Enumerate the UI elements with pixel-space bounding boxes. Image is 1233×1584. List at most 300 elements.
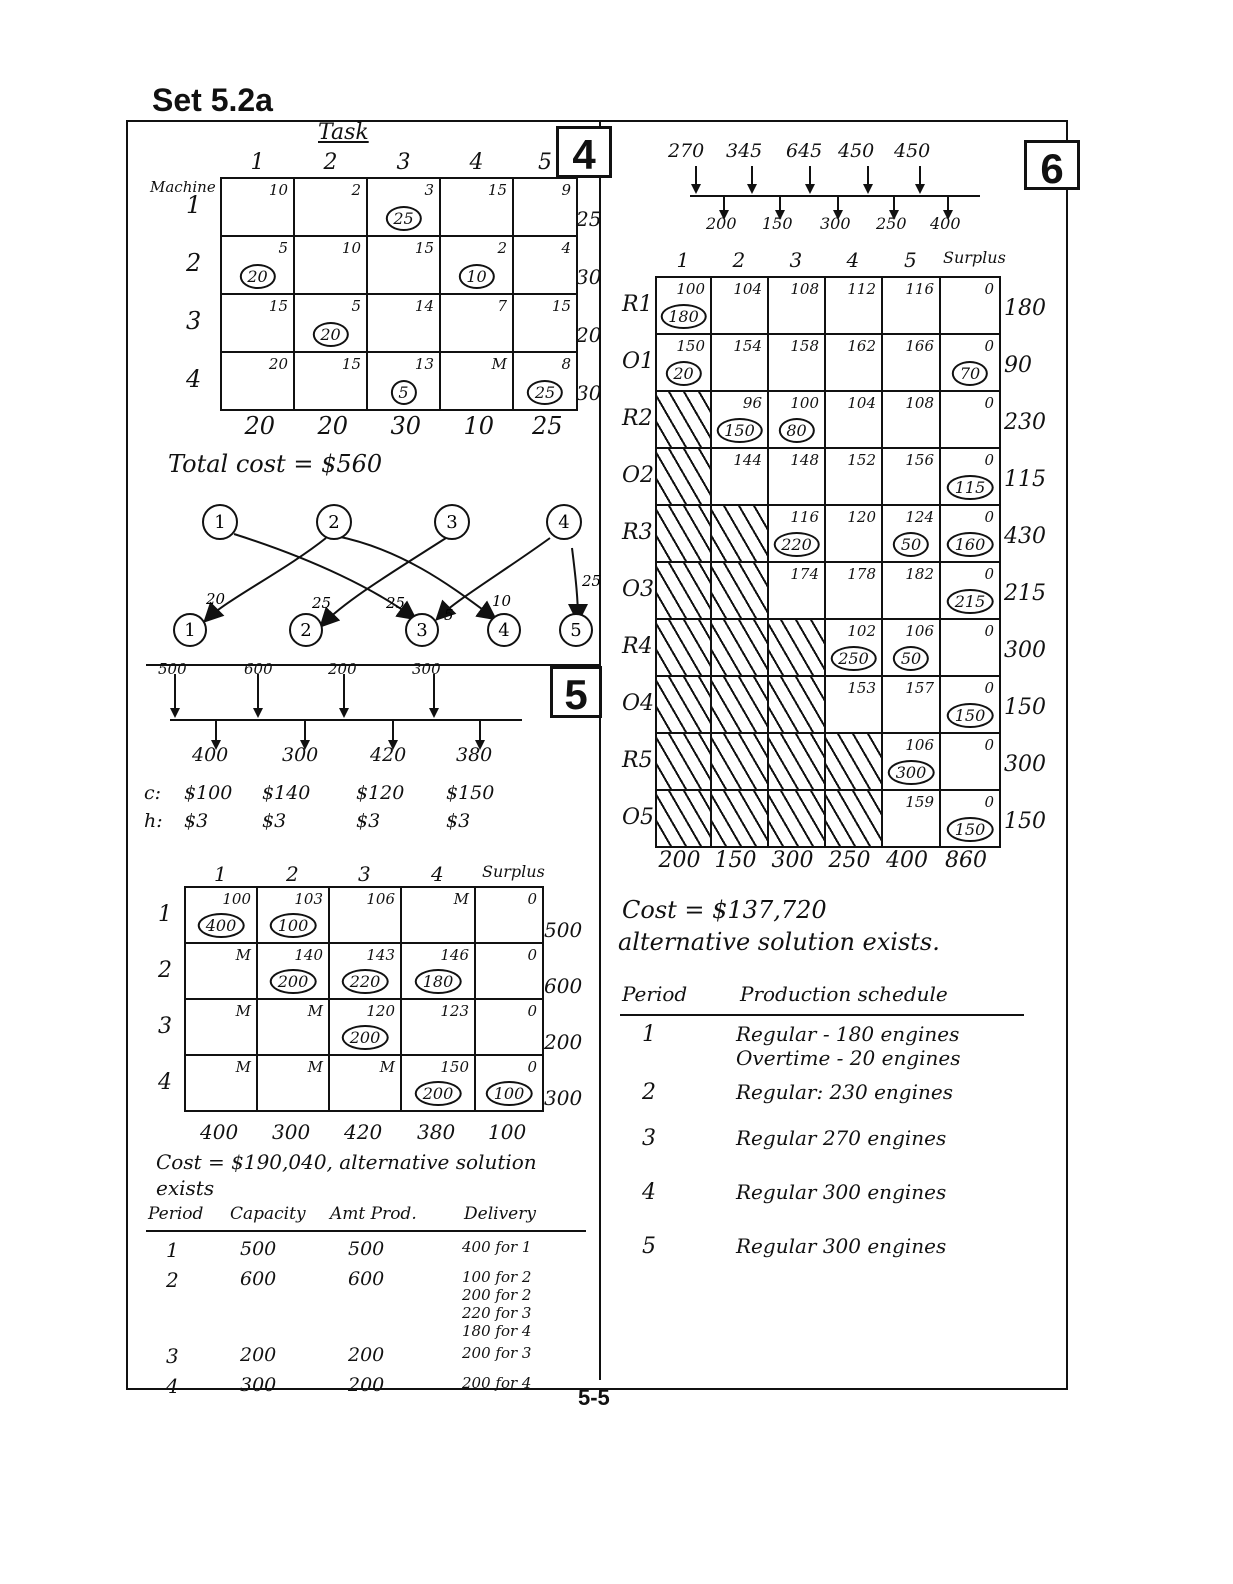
cost-cell bbox=[185, 999, 257, 1055]
row-header: O3 bbox=[622, 577, 655, 602]
allocation-circle: 100 bbox=[270, 913, 317, 938]
table-row bbox=[656, 790, 1000, 847]
schedule-text: Regular 270 engines bbox=[736, 1126, 947, 1150]
supply-value: 500 bbox=[544, 918, 583, 942]
unit-cost: 104 bbox=[847, 394, 876, 412]
cost-cell bbox=[711, 448, 768, 505]
unit-cost: 102 bbox=[847, 622, 876, 640]
demand-value: 150 bbox=[714, 848, 757, 873]
schedule-header: Delivery bbox=[464, 1204, 536, 1224]
node-label: 4 bbox=[498, 620, 510, 641]
supply-value: 215 bbox=[1004, 581, 1046, 606]
cost-cell bbox=[367, 294, 440, 352]
p6-cost: Cost = $137,720 bbox=[622, 896, 827, 924]
unit-cost: 120 bbox=[847, 508, 876, 526]
demand-label: 250 bbox=[876, 214, 907, 233]
cost-cell bbox=[257, 943, 329, 999]
node-label: 4 bbox=[558, 512, 570, 533]
row-header: O2 bbox=[622, 463, 655, 488]
blocked-cell bbox=[656, 448, 711, 505]
problem-4-badge: 4 bbox=[556, 126, 612, 178]
demand-label: 300 bbox=[282, 744, 319, 766]
flow-label: 20 bbox=[206, 590, 226, 608]
schedule-delivery: 220 for 3 bbox=[462, 1304, 532, 1322]
schedule-header: Period bbox=[148, 1204, 204, 1224]
schedule-delivery: 200 for 4 bbox=[462, 1374, 532, 1392]
demand-value: 400 bbox=[886, 848, 928, 873]
allocation-circle: 150 bbox=[947, 817, 994, 842]
schedule-text: Overtime - 20 engines bbox=[736, 1046, 961, 1070]
unit-cost: 108 bbox=[790, 280, 819, 298]
table-row bbox=[656, 619, 1000, 676]
allocation-circle: 300 bbox=[888, 760, 935, 785]
unit-cost: 157 bbox=[905, 679, 934, 697]
cost-cell bbox=[825, 391, 882, 448]
schedule-period: 2 bbox=[642, 1080, 656, 1105]
supply-value: 30 bbox=[576, 381, 602, 405]
unit-cost: 14 bbox=[414, 297, 434, 315]
column-header: 1 bbox=[250, 150, 265, 175]
unit-cost: 140 bbox=[294, 946, 323, 964]
table-row bbox=[656, 277, 1000, 334]
cost-cell bbox=[711, 391, 768, 448]
row-header: 3 bbox=[186, 307, 202, 335]
row-header: 4 bbox=[158, 1070, 172, 1095]
table-row bbox=[656, 334, 1000, 391]
network-arc bbox=[572, 548, 578, 620]
cost-cell bbox=[329, 887, 401, 943]
cost-cell bbox=[440, 178, 513, 236]
unit-cost: 166 bbox=[905, 337, 934, 355]
production-table bbox=[184, 886, 544, 1112]
cost-cell bbox=[513, 178, 577, 236]
column-header: 1 bbox=[214, 862, 227, 886]
supply-value: 150 bbox=[1004, 695, 1046, 720]
p5-cost-line-1: Cost = $190,040, alternative solution bbox=[156, 1150, 537, 1174]
unit-cost: M bbox=[307, 1058, 323, 1076]
supply-value: 180 bbox=[1004, 296, 1046, 321]
allocation-circle: 200 bbox=[415, 1081, 462, 1106]
row-header: O5 bbox=[622, 805, 655, 830]
unit-cost: 96 bbox=[742, 394, 762, 412]
allocation-circle: 100 bbox=[486, 1081, 533, 1106]
schedule-capacity: 600 bbox=[240, 1268, 277, 1290]
demand-value: 380 bbox=[417, 1120, 456, 1144]
allocation-circle: 80 bbox=[778, 418, 814, 443]
table-row bbox=[221, 294, 577, 352]
cost-cell bbox=[185, 943, 257, 999]
supply-value: 300 bbox=[1004, 638, 1046, 663]
unit-cost: 0 bbox=[984, 622, 994, 640]
unit-cost: M bbox=[235, 1002, 251, 1020]
unit-cost-value: $140 bbox=[262, 782, 311, 804]
schedule-rule bbox=[146, 1230, 586, 1232]
allocation-circle: 220 bbox=[342, 969, 389, 994]
cost-cell bbox=[329, 999, 401, 1055]
allocation-circle: 250 bbox=[830, 646, 877, 671]
schedule-period: 1 bbox=[642, 1022, 656, 1047]
unit-cost: 0 bbox=[984, 508, 994, 526]
unit-cost: 106 bbox=[905, 622, 934, 640]
supply-label: 345 bbox=[726, 140, 763, 162]
unit-cost: 162 bbox=[847, 337, 876, 355]
allocation-circle: 160 bbox=[947, 532, 994, 557]
unit-cost: M bbox=[379, 1058, 395, 1076]
demand-value: 250 bbox=[828, 848, 871, 873]
demand-value: 200 bbox=[658, 848, 701, 873]
demand-value: 300 bbox=[272, 1120, 311, 1144]
cost-cell bbox=[221, 352, 294, 410]
cost-cell bbox=[221, 236, 294, 294]
cost-cell bbox=[940, 391, 1000, 448]
schedule-text: Regular - 180 engines bbox=[736, 1022, 960, 1046]
unit-cost: 15 bbox=[551, 297, 571, 315]
column-header: Surplus bbox=[943, 248, 1006, 267]
schedule-period: 3 bbox=[166, 1344, 179, 1368]
cost-cell bbox=[940, 733, 1000, 790]
cost-cell bbox=[711, 334, 768, 391]
cost-cell bbox=[882, 334, 940, 391]
unit-cost: 0 bbox=[527, 890, 537, 908]
cost-cell bbox=[440, 352, 513, 410]
node-label: 3 bbox=[416, 620, 428, 641]
cost-cell bbox=[768, 334, 825, 391]
cost-cell bbox=[475, 1055, 543, 1111]
unit-cost: 5 bbox=[351, 297, 361, 315]
demand-value: 10 bbox=[463, 412, 495, 440]
cost-cell bbox=[940, 277, 1000, 334]
column-header: 3 bbox=[358, 862, 371, 886]
schedule-text: Regular 300 engines bbox=[736, 1180, 947, 1204]
cost-cell bbox=[825, 562, 882, 619]
holding-cost-value: $3 bbox=[262, 810, 287, 832]
schedule-amount: 200 bbox=[348, 1374, 385, 1396]
schedule-period: 4 bbox=[642, 1180, 656, 1205]
demand-label: 400 bbox=[192, 744, 229, 766]
row-header: 4 bbox=[186, 365, 202, 393]
schedule-period: 3 bbox=[642, 1126, 656, 1151]
demand-label: 300 bbox=[820, 214, 851, 233]
machine-label: Machine bbox=[150, 178, 216, 196]
unit-cost: 9 bbox=[561, 181, 571, 199]
unit-cost: 0 bbox=[984, 451, 994, 469]
unit-cost: 5 bbox=[278, 239, 288, 257]
unit-cost: 20 bbox=[268, 355, 288, 373]
allocation-circle: 20 bbox=[312, 322, 348, 347]
unit-cost-value: $100 bbox=[184, 782, 233, 804]
schedule-header: Capacity bbox=[230, 1204, 306, 1224]
unit-cost: 100 bbox=[790, 394, 819, 412]
unit-cost: 100 bbox=[222, 890, 251, 908]
holding-cost-value: $3 bbox=[446, 810, 471, 832]
column-header: 2 bbox=[323, 150, 338, 175]
schedule-delivery: 200 for 3 bbox=[462, 1344, 532, 1362]
cost-cell bbox=[768, 391, 825, 448]
assignment-table bbox=[220, 177, 578, 411]
schedule-period: 1 bbox=[166, 1238, 179, 1262]
unit-cost: 13 bbox=[414, 355, 434, 373]
cost-cell bbox=[329, 943, 401, 999]
allocation-circle: 115 bbox=[947, 475, 994, 500]
supply-label: 645 bbox=[786, 140, 823, 162]
cost-cell bbox=[294, 178, 367, 236]
row-header: O4 bbox=[622, 691, 655, 716]
allocation-circle: 10 bbox=[458, 264, 494, 289]
unit-cost: M bbox=[453, 890, 469, 908]
supply-value: 600 bbox=[544, 974, 583, 998]
supply-value: 90 bbox=[1004, 353, 1032, 378]
page-title: Set 5.2a bbox=[152, 82, 273, 118]
column-header: 4 bbox=[846, 248, 860, 272]
schedule-text: Regular 300 engines bbox=[736, 1234, 947, 1258]
demand-label: 400 bbox=[930, 214, 961, 233]
p6-alternative: alternative solution exists. bbox=[618, 928, 940, 956]
unit-cost: 0 bbox=[984, 280, 994, 298]
column-header: 1 bbox=[676, 248, 690, 272]
unit-cost: 156 bbox=[905, 451, 934, 469]
allocation-circle: 20 bbox=[239, 264, 275, 289]
unit-cost: M bbox=[491, 355, 507, 373]
supply-value: 150 bbox=[1004, 809, 1046, 834]
schedule-header: Amt Prod. bbox=[330, 1204, 417, 1224]
schedule-delivery: 200 for 2 bbox=[462, 1286, 532, 1304]
blocked-cell bbox=[768, 676, 825, 733]
schedule-period: 5 bbox=[642, 1234, 656, 1259]
unit-cost: 158 bbox=[790, 337, 819, 355]
unit-cost: 106 bbox=[366, 890, 395, 908]
allocation-circle: 25 bbox=[385, 206, 421, 231]
column-header: 5 bbox=[538, 150, 552, 175]
unit-cost: 123 bbox=[440, 1002, 469, 1020]
cost-cell bbox=[940, 562, 1000, 619]
unit-cost: 120 bbox=[366, 1002, 395, 1020]
cost-cell bbox=[882, 562, 940, 619]
flow-label: 5 bbox=[444, 606, 454, 624]
allocation-circle: 5 bbox=[390, 380, 416, 405]
network-top-nodes bbox=[203, 505, 581, 539]
table-row bbox=[221, 178, 577, 236]
problem-6-badge: 6 bbox=[1024, 140, 1080, 190]
demand-value: 300 bbox=[771, 848, 814, 873]
demand-value: 400 bbox=[200, 1120, 239, 1144]
cost-cell bbox=[367, 352, 440, 410]
demand-label: 200 bbox=[706, 214, 737, 233]
cost-cell bbox=[825, 334, 882, 391]
unit-cost: 153 bbox=[847, 679, 876, 697]
cost-cell bbox=[367, 178, 440, 236]
allocation-circle: 70 bbox=[952, 361, 988, 386]
network-bottom-nodes bbox=[174, 614, 592, 646]
flow-label: 10 bbox=[492, 592, 512, 610]
unit-cost: 178 bbox=[847, 565, 876, 583]
node-label: 1 bbox=[184, 620, 196, 641]
unit-cost: 144 bbox=[733, 451, 762, 469]
supply-value: 115 bbox=[1004, 467, 1046, 492]
cost-cell bbox=[940, 505, 1000, 562]
demand-value: 25 bbox=[532, 412, 563, 440]
blocked-cell bbox=[711, 676, 768, 733]
blocked-cell bbox=[656, 505, 711, 562]
cost-cell bbox=[940, 334, 1000, 391]
unit-cost: 104 bbox=[733, 280, 762, 298]
blocked-cell bbox=[656, 733, 711, 790]
allocation-circle: 150 bbox=[716, 418, 763, 443]
unit-cost: 0 bbox=[984, 394, 994, 412]
blocked-cell bbox=[656, 619, 711, 676]
cost-cell bbox=[221, 294, 294, 352]
column-header: 2 bbox=[286, 862, 299, 886]
unit-cost: 116 bbox=[790, 508, 819, 526]
demand-value: 100 bbox=[488, 1120, 527, 1144]
cost-cell bbox=[367, 236, 440, 294]
cost-cell bbox=[882, 790, 940, 847]
cost-cell bbox=[711, 277, 768, 334]
node-label: 3 bbox=[446, 512, 458, 533]
row-header: 2 bbox=[186, 249, 202, 277]
cost-cell bbox=[401, 1055, 475, 1111]
column-header: 4 bbox=[469, 150, 484, 175]
demand-value: 20 bbox=[317, 412, 349, 440]
demand-label: 380 bbox=[456, 744, 493, 766]
c-label: c: bbox=[144, 782, 162, 804]
column-header: 3 bbox=[396, 150, 411, 175]
schedule-period: 4 bbox=[166, 1374, 179, 1398]
demand-value: 860 bbox=[945, 848, 987, 873]
page-number: 5-5 bbox=[578, 1385, 610, 1410]
allocation-circle: 180 bbox=[660, 304, 707, 329]
unit-cost: M bbox=[307, 1002, 323, 1020]
cost-cell bbox=[475, 887, 543, 943]
unit-cost: 7 bbox=[497, 297, 507, 315]
blocked-cell bbox=[656, 790, 711, 847]
holding-cost-value: $3 bbox=[356, 810, 381, 832]
table-row bbox=[656, 676, 1000, 733]
cost-cell bbox=[882, 391, 940, 448]
cost-cell bbox=[513, 294, 577, 352]
cost-cell bbox=[768, 448, 825, 505]
blocked-cell bbox=[656, 562, 711, 619]
table-row bbox=[656, 733, 1000, 790]
unit-cost: 15 bbox=[268, 297, 288, 315]
unit-cost: 0 bbox=[527, 1002, 537, 1020]
unit-cost: 2 bbox=[351, 181, 361, 199]
unit-cost: 106 bbox=[905, 736, 934, 754]
allocation-circle: 200 bbox=[270, 969, 317, 994]
allocation-circle: 50 bbox=[893, 646, 929, 671]
column-header: 5 bbox=[904, 248, 917, 272]
unit-cost: 116 bbox=[905, 280, 934, 298]
row-header: 1 bbox=[186, 191, 202, 219]
table-row bbox=[185, 1055, 543, 1111]
unit-cost: 2 bbox=[497, 239, 507, 257]
cost-cell bbox=[185, 887, 257, 943]
unit-cost: 159 bbox=[905, 793, 934, 811]
column-header: 2 bbox=[732, 248, 746, 272]
unit-cost: 15 bbox=[487, 181, 507, 199]
cost-cell bbox=[882, 733, 940, 790]
cost-cell bbox=[825, 619, 882, 676]
holding-cost-value: $3 bbox=[184, 810, 209, 832]
cost-cell bbox=[257, 1055, 329, 1111]
demand-label: 420 bbox=[370, 744, 407, 766]
row-header: 1 bbox=[158, 902, 172, 927]
unit-cost: 108 bbox=[905, 394, 934, 412]
unit-cost-value: $120 bbox=[356, 782, 405, 804]
supply-value: 30 bbox=[576, 265, 602, 289]
flow-label: 25 bbox=[312, 594, 332, 612]
table-row bbox=[656, 562, 1000, 619]
supply-value: 20 bbox=[576, 323, 602, 347]
blocked-cell bbox=[656, 391, 711, 448]
cost-cell bbox=[825, 448, 882, 505]
flow-label: 25 bbox=[582, 572, 602, 590]
blocked-cell bbox=[711, 790, 768, 847]
supply-label: 450 bbox=[894, 140, 931, 162]
unit-cost: M bbox=[235, 1058, 251, 1076]
unit-cost: 146 bbox=[440, 946, 469, 964]
schedule-delivery: 400 for 1 bbox=[462, 1238, 532, 1256]
allocation-circle: 220 bbox=[773, 532, 820, 557]
allocation-circle: 180 bbox=[415, 969, 462, 994]
demand-value: 420 bbox=[344, 1120, 383, 1144]
p5-cost-line-2: exists bbox=[156, 1176, 215, 1200]
schedule-header: Period bbox=[622, 982, 688, 1006]
unit-cost: 143 bbox=[366, 946, 395, 964]
allocation-circle: 400 bbox=[198, 913, 245, 938]
supply-value: 430 bbox=[1004, 524, 1046, 549]
cost-cell bbox=[401, 943, 475, 999]
cost-cell bbox=[257, 999, 329, 1055]
problem-5-badge: 5 bbox=[550, 666, 602, 718]
supply-value: 300 bbox=[544, 1086, 583, 1110]
cost-cell bbox=[882, 619, 940, 676]
table-row bbox=[185, 887, 543, 943]
unit-cost: 112 bbox=[847, 280, 876, 298]
column-header: Surplus bbox=[482, 862, 545, 881]
cost-cell bbox=[825, 676, 882, 733]
demand-value: 20 bbox=[244, 412, 276, 440]
unit-cost: 148 bbox=[790, 451, 819, 469]
task-label: Task bbox=[318, 120, 369, 145]
schedule-capacity: 300 bbox=[240, 1374, 277, 1396]
cost-cell bbox=[882, 277, 940, 334]
column-divider bbox=[599, 120, 601, 1380]
blocked-cell bbox=[711, 733, 768, 790]
cost-cell bbox=[475, 943, 543, 999]
cost-cell bbox=[940, 790, 1000, 847]
unit-cost: 10 bbox=[341, 239, 361, 257]
cost-cell bbox=[882, 448, 940, 505]
unit-cost: M bbox=[235, 946, 251, 964]
cost-cell bbox=[401, 887, 475, 943]
cost-cell bbox=[768, 505, 825, 562]
cost-cell bbox=[940, 676, 1000, 733]
table-row bbox=[185, 943, 543, 999]
allocation-circle: 150 bbox=[947, 703, 994, 728]
supply-label: 270 bbox=[668, 140, 705, 162]
allocation-circle: 200 bbox=[342, 1025, 389, 1050]
table-row bbox=[656, 391, 1000, 448]
cost-cell bbox=[940, 448, 1000, 505]
supply-value: 25 bbox=[576, 207, 602, 231]
cost-cell bbox=[825, 277, 882, 334]
blocked-cell bbox=[768, 619, 825, 676]
unit-cost: 10 bbox=[268, 181, 288, 199]
table-row bbox=[185, 999, 543, 1055]
unit-cost: 0 bbox=[984, 337, 994, 355]
unit-cost: 0 bbox=[984, 565, 994, 583]
cost-cell bbox=[440, 236, 513, 294]
